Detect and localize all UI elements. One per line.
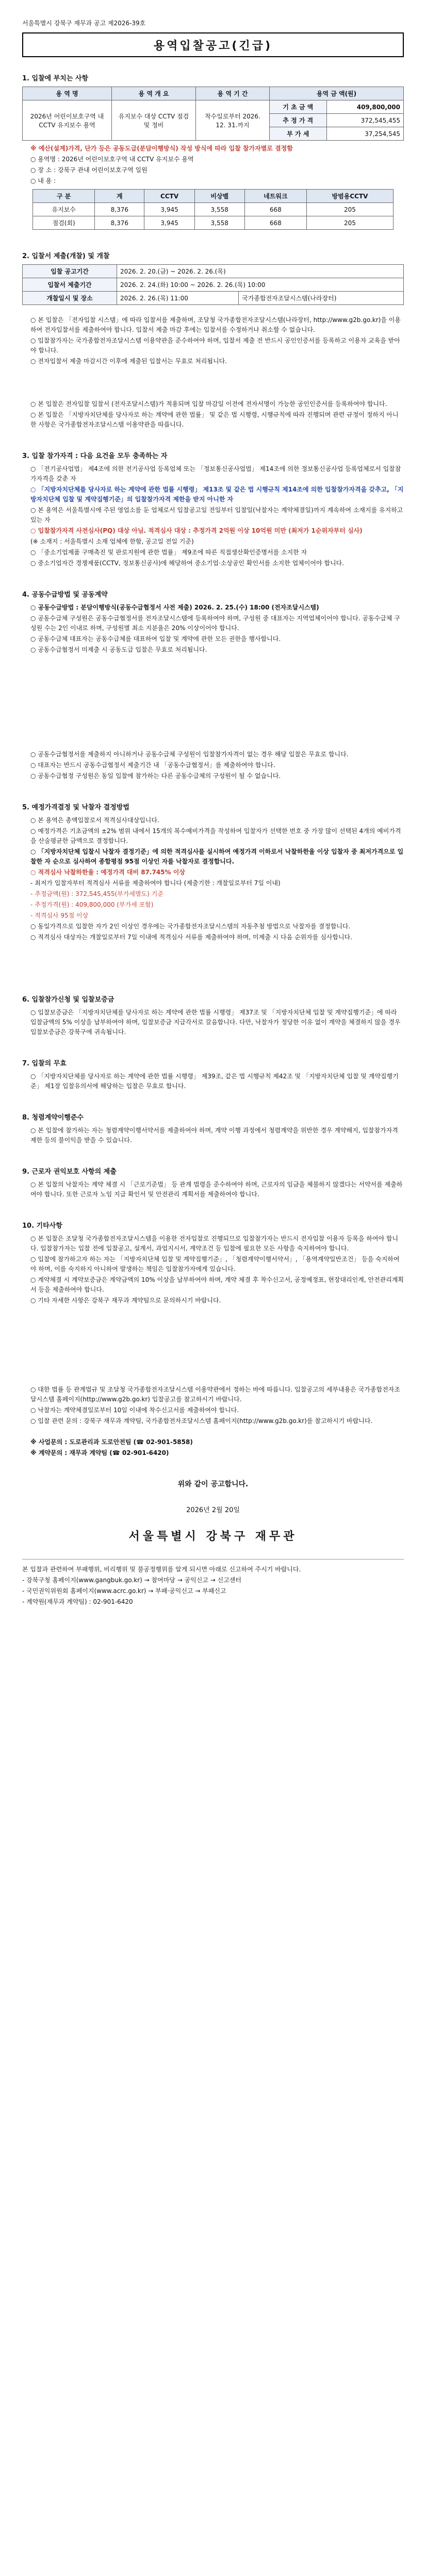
section-7-title: 7. 입찰의 무효 [22,1060,67,1067]
schedule-label: 개찰일시 및 장소 [23,292,117,305]
paragraph: ○ 입찰 관련 문의 : 강북구 재무과 계약팀, 국가종합전자조달시스템 홈페이지(http://www.g2b.go.kr)를 참고하시기 바랍니다. [30,1417,373,1425]
service-line: ○ 내 용 : [30,177,56,184]
paragraph: ○ 「지방자치단체를 당사자로 하는 계약에 관한 법률 시행령」 제39조, 같은 법 시행규칙 제42조 및 「지방자치단체 입찰 및 계약집행기준」 제1장 입찰유의서에 해당하는 입찰은 무효로 합니다. [30,1073,399,1090]
amount-value: 372,545,455 [326,114,404,127]
notice-title: 용역입찰공고(긴급) [153,39,273,53]
qty-cell: 8,376 [95,216,144,230]
paragraph: ○ 본 입찰은 조달청 국가종합전자조달시스템을 이용한 전자입찰로 진행되므로 입찰참가자는 반드시 전자입찰 이용자 등록을 하여야 합니다. 입찰참가자는 입찰 전에 입찰공고, 설계서, 과업지시서, 계약조건 등 입찰에 필요한 모든 사항을 숙지하여야 합니다. [30,1235,399,1252]
notice-date: 2026년 2월 20일 [186,1506,240,1514]
qty-head: CCTV [144,190,194,203]
issuer-title: 서울특별시 강북구 재무관 [128,1530,298,1543]
qty-cell: 3,945 [144,216,194,230]
paragraph: ○ 공동수급방법 : 분담이행방식(공동수급협정서 사전 제출) 2026. 2. 25.(수) 18:00 (전자조달시스템) [30,604,319,611]
paragraph: ○ 대한 법률 등 관계법규 및 조달청 국가종합전자조달시스템 이용약관에서 정하는 바에 따릅니다. 입찰공고의 세부내용은 국가종합전자조달시스템 홈페이지(http://www.g2b.go.kr) 입찰공고를 참고하시기 바랍니다. [30,1386,400,1403]
paragraph: ○ 공동수급협정서를 제출하지 아니하거나 공동수급체 구성원이 입찰참가자격이 없는 경우 해당 입찰은 무효로 합니다. [30,751,349,758]
qty-cell: 3,945 [144,203,194,216]
qty-cell: 205 [306,203,393,216]
paragraph: ○ 공동수급체 구성원은 공동수급협정서를 전자조달시스템에 등록하여야 하며, 구성원 중 대표자는 지역업체이어야 합니다. 공동수급체 구성원 수는 2인 이내로 하며, 구성원별 최소 지분율은 20% 이상이어야 합니다. [30,615,400,632]
qty-cell: 3,558 [194,216,244,230]
section-8-title: 8. 청렴계약이행준수 [22,1114,84,1122]
schedule-value: 2026. 2. 20.(금) ~ 2026. 2. 26.(목) [117,265,404,278]
schedule-label: 입찰 공고기간 [23,265,117,278]
notice-title-box [22,32,404,57]
closing-text: 위와 같이 공고합니다. [177,1480,249,1488]
notice-number: 서울특별시 강북구 재무과 공고 제2026-39호 [22,20,146,27]
paragraph: ○ 본 입찰에 참가하는 자는 청렴계약이행서약서를 제출하여야 하며, 계약 이행 과정에서 청렴계약을 위반한 경우 계약해지, 입찰참가자격 제한 등의 불이익을 받을 수 있습니다. [30,1127,398,1144]
notice-page [22,0,404,1607]
schedule-table [22,264,404,305]
footnote: - 계약원(재무과 계약팀) : 02-901-6420 [22,1598,133,1605]
section-3-title: 3. 입찰 참가자격 : 다음 요건을 모두 충족하는 자 [22,452,168,460]
amount-label: 기 초 금 액 [270,100,327,114]
qty-cell: 3,558 [194,203,244,216]
service-line: ○ 용역명 : 2026년 어린이보호구역 내 CCTV 유지보수 용역 [30,156,194,163]
amount-label: 부 가 세 [270,127,327,141]
footnote: - 강북구청 홈페이지(www.gangbuk.go.kr) → 참여마당 → 공익신고 → 신고센터 [22,1577,241,1584]
paragraph: ○ 적격심사 낙찰하한율 : 예정가격 대비 87.745% 이상 [30,869,185,876]
qty-cell: 8,376 [95,203,144,216]
footnote: - 국민권익위원회 홈페이지(www.acrc.go.kr) → 부패·공익신고 → 부패신고 [22,1587,226,1595]
qty-head: 방범용CCTV [306,190,393,203]
paragraph: ○ 기타 자세한 사항은 강북구 재무과 계약팀으로 문의하시기 바랍니다. [30,1297,221,1304]
schedule-value: 2026. 2. 26.(목) 11:00 [117,292,239,305]
amount-value: 37,254,545 [326,127,404,141]
paragraph: ○ 입찰참가자격 사전심사(PQ) 대상 아님. 적격심사 대상 : 추정가격 2억원 이상 10억원 미만 (최저가 1순위자부터 심사) [30,527,363,534]
paragraph: ○ 본 입찰은 「지방자치단체를 당사자로 하는 계약에 관한 법률」 및 같은 법 시행령, 시행규칙에 따라 진행되며 관련 규정이 정하지 아니한 사항은 국가종합전자조달시스템 이용약관을 따릅니다. [30,411,399,428]
paragraph: ○ 예정가격은 기초금액의 ±2% 범위 내에서 15개의 복수예비가격을 작성하여 입찰자가 선택한 번호 중 가장 많이 선택된 4개의 예비가격을 산술평균한 금액으로 결정합니다. [30,827,401,844]
paragraph: ○ 입찰보증금은 「지방자치단체를 당사자로 하는 계약에 관한 법률 시행령」 제37조 및 「지방자치단체 입찰 및 계약집행기준」에 따라 입찰금액의 5% 이상을 납부하여야 하며, 입찰보증금 지급각서로 갈음합니다. 다만, 낙찰자가 정당한 이유 없이 계약을 체결하지 않을 경우 입찰보증금은 강북구에 귀속됩니다. [30,1009,401,1036]
qty-cell: 668 [244,216,306,230]
paragraph: ○ 본 입찰은 「전자입찰 시스템」에 따라 입찰서를 제출하며, 조달청 국가종합전자조달시스템(나라장터, http://www.g2b.go.kr)을 이용하여 전자입찰서를 제출하여야 합니다. 입찰서 제출 마감 후에는 입찰서를 수정하거나 취소할 수 없습니다. [30,316,401,333]
th-amount: 용역 금 액(원) [270,87,404,100]
qty-head: 비상벨 [194,190,244,203]
budget-note: ※ 예산(설계)가격, 단가 등은 공동도급(분담이행방식) 작성 방식에 따라 입찰 참가자별로 결정함 [30,145,293,152]
paragraph: ○ 본 용역은 총액입찰로서 적격심사대상입니다. [30,817,159,824]
th-period: 용 역 기 간 [196,87,270,100]
service-line: ○ 장 소 : 강북구 관내 어린이보호구역 일원 [30,166,148,174]
paragraph: ○ 「전기공사업법」 제4조에 의한 전기공사업 등록업체 또는 「정보통신공사업법」 제14조에 의한 정보통신공사업 등록업체로서 입찰참가자격을 갖춘 자 [30,465,401,482]
qty-head: 구 분 [33,190,95,203]
section-10-title: 10. 기타사항 [22,1222,62,1230]
quantity-table [32,189,394,230]
contact-line: ※ 사업문의 : 도로관리과 도로안전팀 (☎ 02-901-5858) [30,1438,193,1446]
paragraph: ○ 공동수급체 대표자는 공동수급체를 대표하여 입찰 및 계약에 관한 모든 권한을 행사합니다. [30,635,281,642]
paragraph: ○ 계약체결 시 계약보증금은 계약금액의 10% 이상을 납부하여야 하며, 계약 체결 후 착수신고서, 공정예정표, 현장대리인계, 안전관리계획서 등을 제출하여야 합니다. [30,1276,404,1293]
amount-label: 추 정 가 격 [270,114,327,127]
paragraph: ○ 적격심사 대상자는 개찰일로부터 7일 이내에 적격심사 서류를 제출하여야 하며, 미제출 시 다음 순위자를 심사합니다. [30,934,352,941]
paragraph: ○ 입찰에 참가하고자 하는 자는 「지방자치단체 입찰 및 계약집행기준」, 「청렴계약이행서약서」, 「용역계약일반조건」 등을 숙지하여야 하며, 이를 숙지하지 아니하여 발생하는 책임은 입찰참가자에게 있습니다. [30,1256,400,1273]
paragraph: - 적격심사 95점 이상 [30,912,89,919]
paragraph: (※ 소재지 : 서울특별시 소재 업체에 한함, 공고일 전일 기준) [30,538,194,545]
schedule-value: 국가종합전자조달시스템(나라장터) [239,292,404,305]
paragraph: ○ 대표자는 반드시 공동수급협정서 제출기간 내 「공동수급협정서」를 제출하여야 합니다. [30,761,275,769]
service-name: 2026년 어린이보호구역 내 CCTV 유지보수 용역 [23,100,112,141]
qty-cell: 점검(회) [33,216,95,230]
section-9-title: 9. 근로자 권익보호 사항의 제출 [22,1168,117,1176]
schedule-value: 2026. 2. 24.(화) 10:00 ~ 2026. 2. 26.(목) 10:00 [117,278,404,292]
paragraph: ○ 「지방자치단체 입찰시 낙찰자 결정기준」에 의한 적격심사를 실시하여 예정가격 이하로서 낙찰하한율 이상 입찰자 중 최저가격으로 입찰한 자 순으로 심사하여 종합평점 95점 이상인 자를 낙찰자로 결정합니다. [30,848,404,865]
section-1-title: 1. 입찰에 부치는 사항 [22,75,89,82]
qty-head: 계 [95,190,144,203]
paragraph: ○ 낙찰자는 계약체결일로부터 10일 이내에 착수신고서를 제출하여야 합니다. [30,1406,239,1414]
qty-head: 네트워크 [244,190,306,203]
paragraph: - 최저가 입찰자부터 적격심사 서류를 제출하여야 합니다 (제출기한 : 개찰일로부터 7일 이내) [30,879,281,887]
amount-value: 409,800,000 [326,100,404,114]
paragraph: ○ 「지방자치단체를 당사자로 하는 계약에 관한 법률 시행령」 제13조 및 같은 법 시행규칙 제14조에 의한 입찰참가자격을 갖추고, 「지방자치단체 입찰 및 계약집행기준」의 입찰참가자격 제한을 받지 아니한 자 [30,486,404,503]
section-4-title: 4. 공동수급방법 및 공동계약 [22,591,108,599]
paragraph: ○ 동일가격으로 입찰한 자가 2인 이상인 경우에는 국가종합전자조달시스템의 자동추첨 방법으로 낙찰자를 결정합니다. [30,923,351,930]
paragraph: - 추정금액(원) : 372,545,455(부가세별도) 기준 [30,890,163,897]
service-summary: 유지보수 대상 CCTV 점검 및 정비 [112,100,196,141]
footnote: 본 입찰과 관련하여 부패행위, 비리행위 및 불공정행위를 알게 되시면 아래로 신고하여 주시기 바랍니다. [22,1566,301,1573]
qty-cell: 205 [306,216,393,230]
qty-cell: 유지보수 [33,203,95,216]
footnotes [22,1559,404,1607]
paragraph: ○ 본 용역은 서울특별시에 주된 영업소를 둔 업체로서 입찰공고일 전일부터 입찰일(낙찰자는 계약체결일)까지 계속하여 소재지를 유지하고 있는 자 [30,506,403,523]
paragraph: ○ 입찰참가자는 국가종합전자조달시스템 이용약관을 준수하여야 하며, 입찰서 제출 전 반드시 공인인증서를 등록하고 이용자 교육을 받아야 합니다. [30,337,400,354]
section-6-title: 6. 입찰참가신청 및 입찰보증금 [22,996,114,1004]
paragraph: ○ 본 입찰의 낙찰자는 계약 체결 시 「근로기준법」 등 관계 법령을 준수하여야 하며, 근로자의 임금을 체불하지 않겠다는 서약서를 제출하여야 합니다. 또한 근로자 노임 지급 확인서 및 안전관리 계획서를 제출하여야 합니다. [30,1181,403,1198]
paragraph: ○ 본 입찰은 전자입찰 입찰서 (전자조달시스템)가 적용되며 입찰 마감일 이전에 전자서명이 가능한 공인인증서를 등록하여야 합니다. [30,400,387,408]
paragraph: ○ 공동수급협정 구성원은 동일 입찰에 참가하는 다른 공동수급체의 구성원이 될 수 없습니다. [30,772,281,779]
schedule-label: 입찰서 제출기간 [23,278,117,292]
qty-cell: 668 [244,203,306,216]
service-table [22,87,404,141]
service-period: 착수일로부터 2026. 12. 31.까지 [196,100,270,141]
section-5-title: 5. 예정가격결정 및 낙찰자 결정방법 [22,804,129,811]
section-2-title: 2. 입찰서 제출(개찰) 및 개찰 [22,252,110,260]
paragraph: - 추정가격(원) : 409,800,000 (부가세 포함) [30,901,154,908]
contact-line: ※ 계약문의 : 재무과 계약팀 (☎ 02-901-6420) [30,1449,169,1456]
th-summary: 용 역 개 요 [112,87,196,100]
paragraph: ○ 전자입찰서 제출 마감시간 이후에 제출된 입찰서는 무효로 처리됩니다. [30,358,227,365]
paragraph: ○ 공동수급협정서 미제출 시 공동도급 입찰은 무효로 처리됩니다. [30,646,207,653]
th-name: 용 역 명 [23,87,112,100]
paragraph: ○ 「중소기업제품 구매촉진 및 판로지원에 관한 법률」 제9조에 따른 직접생산확인증명서를 소지한 자 [30,549,307,556]
paragraph: ○ 중소기업자간 경쟁제품(CCTV, 정보통신공사)에 해당하여 중소기업·소상공인 확인서를 소지한 업체이어야 합니다. [30,560,344,567]
